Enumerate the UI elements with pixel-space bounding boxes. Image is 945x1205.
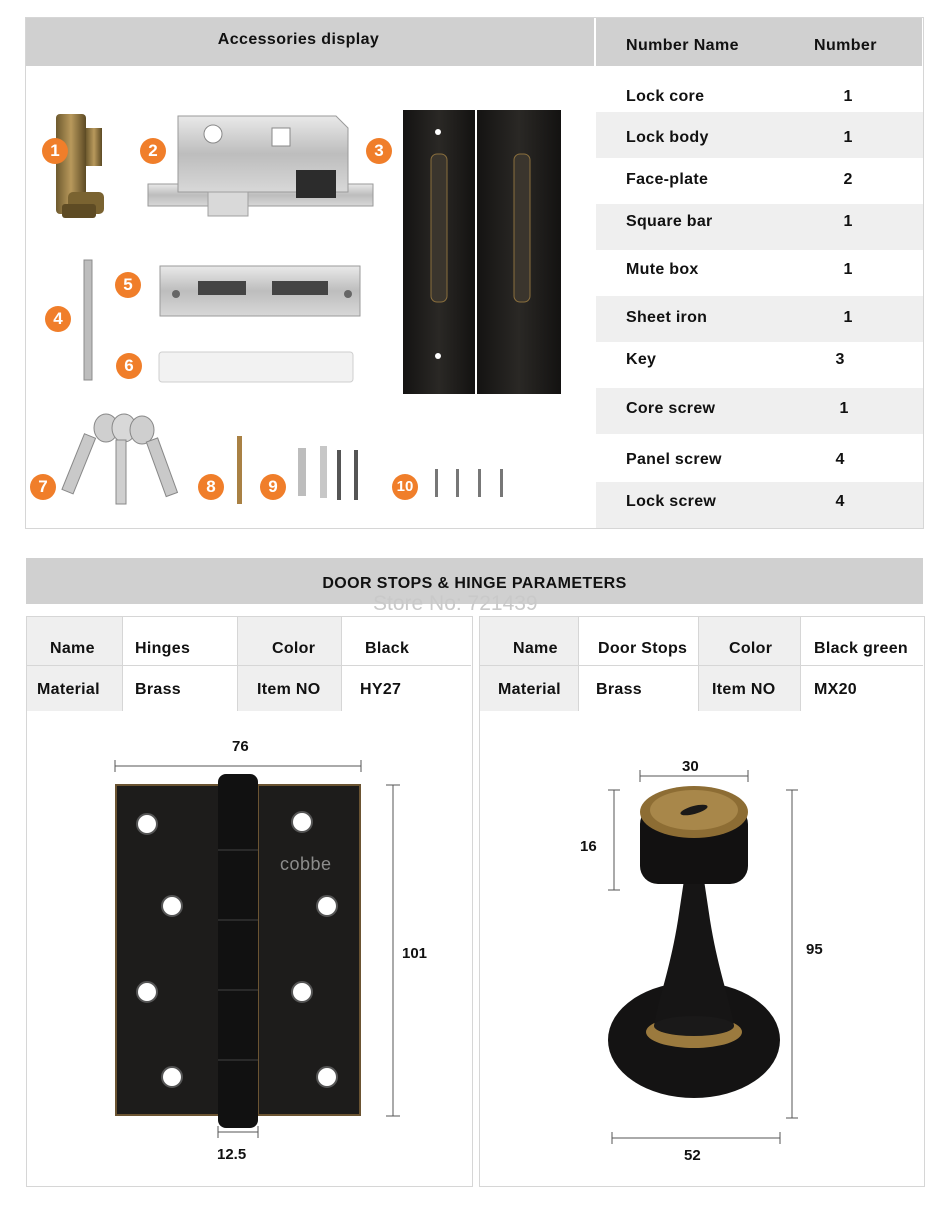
part-count: 4	[835, 451, 845, 468]
table-row	[596, 158, 923, 204]
part-count: 2	[843, 171, 853, 188]
part-count: 1	[843, 129, 853, 146]
lock-core-icon	[56, 114, 104, 218]
stop-dim-base: 52	[684, 1147, 701, 1164]
mute-box-icon	[159, 352, 353, 382]
part-name: Mute box	[626, 261, 699, 278]
part-name: Square bar	[626, 213, 713, 230]
part-name: Core screw	[626, 400, 716, 417]
badge-6: 6	[116, 353, 142, 379]
door-stop-spec-table	[480, 617, 923, 711]
parts-table-header	[596, 18, 922, 66]
parts-header-name: Number Name	[626, 37, 739, 54]
hinge-material-label: Material	[37, 681, 100, 698]
badge-3: 3	[366, 138, 392, 164]
accessories-title: Accessories display	[217, 31, 380, 48]
hinge-dim-knuckle: 12.5	[217, 1146, 247, 1163]
parts-table	[596, 66, 923, 528]
stop-name-label: Name	[513, 640, 558, 657]
hinge-name-value: Hinges	[135, 640, 191, 657]
part-name: Lock screw	[626, 493, 717, 510]
keys-icon	[62, 414, 178, 504]
stop-dim-top: 30	[682, 758, 699, 775]
hinge-material-value: Brass	[135, 681, 181, 698]
stop-dim-height: 95	[806, 941, 823, 958]
part-name: Lock body	[626, 129, 709, 146]
table-row	[596, 434, 923, 480]
face-plate-icon	[403, 110, 561, 394]
params-title: DOOR STOPS & HINGE PARAMETERS	[322, 575, 627, 592]
badge-5: 5	[115, 272, 141, 298]
panel-screw-icon	[298, 446, 358, 500]
hinge-item-value: HY27	[360, 681, 402, 698]
part-name: Key	[626, 351, 657, 368]
table-row	[596, 342, 923, 388]
badge-7: 7	[30, 474, 56, 500]
hinge-brand-logo: cobbe	[280, 854, 332, 874]
stop-item-label: Item NO	[712, 681, 776, 698]
stop-material-value: Brass	[596, 681, 642, 698]
badge-8: 8	[198, 474, 224, 500]
part-name: Panel screw	[626, 451, 722, 468]
table-row	[596, 112, 923, 158]
hinge-dim-height: 101	[402, 945, 428, 962]
core-screw-icon	[237, 436, 242, 504]
badge-1: 1	[42, 138, 68, 164]
badge-10: 10	[392, 474, 418, 500]
part-count: 1	[843, 213, 853, 230]
part-name: Sheet iron	[626, 309, 708, 326]
badge-4: 4	[45, 306, 71, 332]
part-name: Lock core	[626, 88, 705, 105]
hinge-dim-width: 76	[232, 738, 249, 755]
part-count: 1	[839, 400, 849, 417]
stop-color-value: Black green	[814, 640, 909, 657]
hinge-color-label: Color	[272, 640, 316, 657]
lock-body-icon	[148, 116, 373, 216]
table-row	[596, 296, 923, 342]
table-row	[596, 204, 923, 250]
part-name: Face-plate	[626, 171, 709, 188]
sheet-iron-icon	[160, 266, 360, 316]
accessories-header	[26, 18, 594, 66]
badge-9: 9	[260, 474, 286, 500]
hinge-item-label: Item NO	[257, 681, 321, 698]
part-count: 3	[835, 351, 845, 368]
part-count: 1	[843, 88, 853, 105]
lock-screw-icon	[435, 469, 503, 497]
parts-header-number: Number	[814, 37, 877, 54]
square-bar-icon	[84, 260, 92, 380]
hinge-color-value: Black	[365, 640, 410, 657]
table-row	[596, 482, 923, 528]
hinge-illustration	[100, 760, 400, 1140]
badge-2: 2	[140, 138, 166, 164]
table-row	[596, 250, 923, 296]
stop-material-label: Material	[498, 681, 561, 698]
stop-color-label: Color	[729, 640, 773, 657]
part-count: 1	[843, 261, 853, 278]
part-count: 1	[843, 309, 853, 326]
store-watermark: Store No: 721439	[373, 592, 538, 615]
table-row	[596, 388, 923, 434]
stop-dim-head: 16	[580, 838, 597, 855]
part-count: 4	[835, 493, 845, 510]
accessories-illustration	[26, 66, 594, 527]
door-stop-illustration	[600, 770, 810, 1150]
stop-name-value: Door Stops	[598, 640, 688, 657]
hinge-name-label: Name	[50, 640, 95, 657]
stop-item-value: MX20	[814, 681, 857, 698]
hinge-spec-table	[27, 617, 471, 711]
